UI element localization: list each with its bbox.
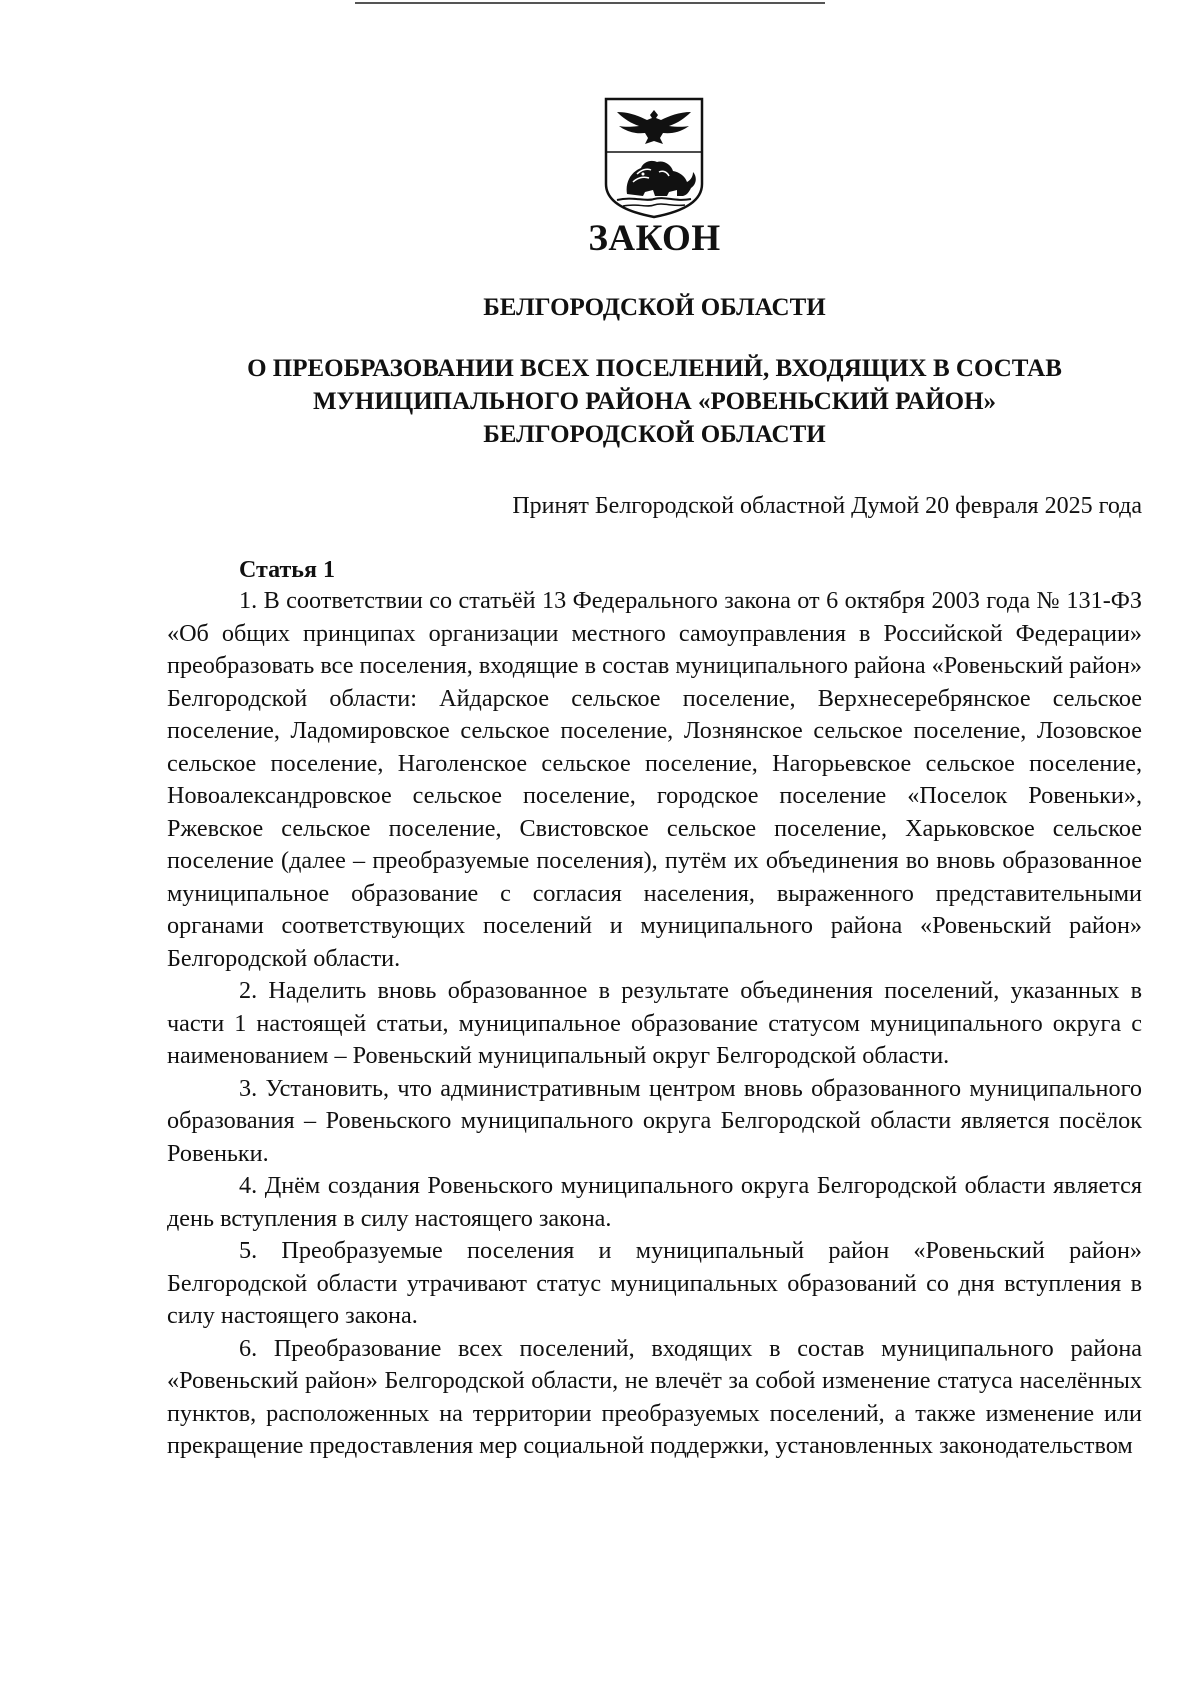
paragraph: 3. Установить, что административным центром вновь образованного муниципального образования – Ровеньского муниципального округа Белгородской области является посёлок Ровеньки. bbox=[167, 1074, 1142, 1167]
law-name-line: БЕЛГОРОДСКОЙ ОБЛАСТИ bbox=[483, 421, 826, 448]
paragraph: 2. Наделить вновь образованное в результате объединения поселений, указанных в части 1 настоящей статьи, муниципальное образование статусом муниципального округа с наименованием – Ровеньский муниципальный округ Белгородской области. bbox=[167, 977, 1142, 1069]
document-title: ЗАКОН bbox=[588, 218, 721, 259]
law-name-line: МУНИЦИПАЛЬНОГО РАЙОНА «РОВЕНЬСКИЙ РАЙОН» bbox=[312, 388, 997, 415]
paragraph: 1. В соответствии со статьёй 13 Федерального закона от 6 октября 2003 года № 131-ФЗ «Об общих принципах организации местного самоуправления в Российской Федерации» преобразовать все поселения, входящие в состав муниципального района «Ровеньский район» Белгородской области: Айдарское сельское поселение, Верхнесеребрянское сельское поселение, Ладомировское сельское поселение, Лознянское сельское поселение, Лозовское сельское поселение, Наголенское сельское поселение, Нагорьевское сельское поселение, Новоалександровское сельское поселение, городское поселение «Поселок Ровеньки», Ржевское сельское поселение, Свистовское сельское поселение, Харьковское сельское поселение (далее – преобразуемые поселения), путём их объединения во вновь образованное муниципальное образование с согласия населения, выраженного представительными органами соответствующих поселений и муниципального района «Ровеньский район» Белгородской области. bbox=[167, 587, 1142, 972]
law-name bbox=[167, 352, 1142, 451]
article-body bbox=[167, 585, 1142, 1463]
document-subtitle: БЕЛГОРОДСКОЙ ОБЛАСТИ bbox=[483, 294, 826, 321]
paragraph: 5. Преобразуемые поселения и муниципальный район «Ровеньский район» Белгородской области утрачивают статус муниципальных образований со дня вступления в силу настоящего закона. bbox=[167, 1237, 1142, 1329]
paragraph: 6. Преобразование всех поселений, входящих в состав муниципального района «Ровеньский район» Белгородской области, не влечёт за собой изменение статуса населённых пунктов, расположенных на территории преобразуемых поселений, а также изменение или прекращение предоставления мер социальной поддержки, установленных законодательством bbox=[167, 1334, 1142, 1459]
adoption-note: Принят Белгородской областной Думой 20 февраля 2025 года bbox=[512, 493, 1142, 519]
belgorod-coat-of-arms-icon bbox=[603, 96, 705, 220]
top-rule bbox=[355, 2, 825, 4]
article-heading: Статья 1 bbox=[239, 557, 335, 583]
paragraph: 4. Днём создания Ровеньского муниципального округа Белгородской области является день вступления в силу настоящего закона. bbox=[167, 1172, 1142, 1232]
law-name-line: О ПРЕОБРАЗОВАНИИ ВСЕХ ПОСЕЛЕНИЙ, ВХОДЯЩИХ В СОСТАВ bbox=[247, 355, 1062, 382]
